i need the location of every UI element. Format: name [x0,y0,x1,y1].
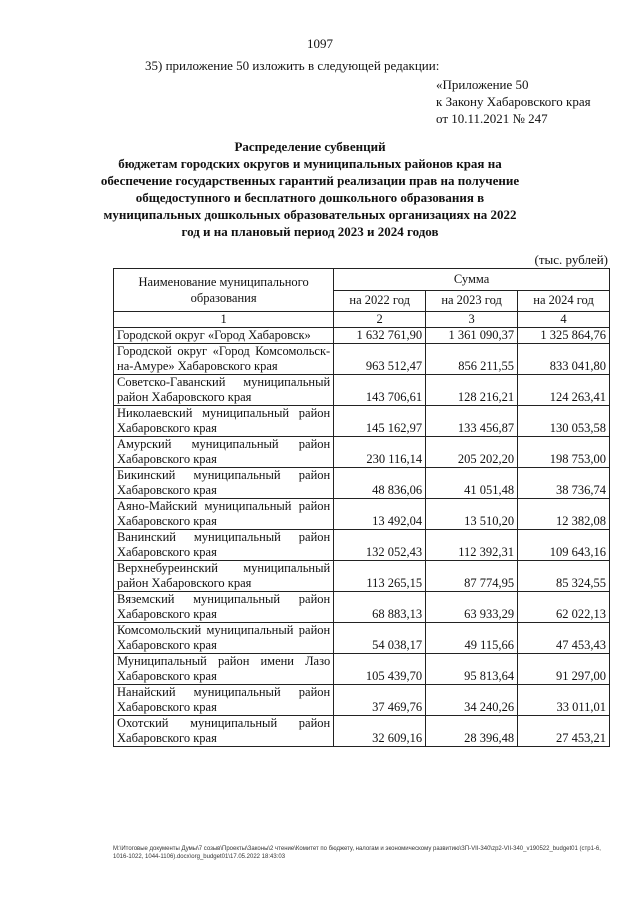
table-row [114,716,610,747]
document-title [100,138,520,240]
table-row [114,328,610,344]
header-year-2023: на 2023 год [426,290,518,312]
amount-2023-cell: 28 396,48 [426,716,518,747]
table-row [114,592,610,623]
municipality-name-cell: Аяно-Майский муниципальный район Хабаровского края [114,499,334,530]
municipality-name-cell: Городской округ «Город Хабаровск» [114,328,334,344]
amount-2022-cell: 963 512,47 [334,344,426,375]
intro-paragraph: 35) приложение 50 изложить в следующей редакции: [145,58,440,73]
appendix-reference [436,76,591,127]
table-row [114,561,610,592]
amount-2022-cell: 105 439,70 [334,654,426,685]
amount-2023-cell: 63 933,29 [426,592,518,623]
amount-2022-cell: 13 492,04 [334,499,426,530]
amount-2022-cell: 113 265,15 [334,561,426,592]
municipality-name-cell: Ванинский муниципальный район Хабаровского края [114,530,334,561]
appendix-line-3: от 10.11.2021 № 247 [436,111,548,126]
amount-2024-cell: 109 643,16 [518,530,610,561]
header-year-2024: на 2024 год [518,290,610,312]
table-row [114,530,610,561]
amount-2023-cell: 41 051,48 [426,468,518,499]
index-cell: 1 [114,312,334,328]
table-row [114,344,610,375]
amount-2022-cell: 1 632 761,90 [334,328,426,344]
title-line-2: бюджетам городских округов и муниципальных районов края на обеспечение государственных гарантий реализации прав на получение общедоступного и бесплатного дошкольного образования в муниципальных дошкольных образовательных организациях на 2022 год и на плановый период 2023 и 2024 годов [100,156,520,239]
amount-2024-cell: 198 753,00 [518,437,610,468]
table-row [114,499,610,530]
page-number: 1097 [307,36,333,51]
table-row [114,375,610,406]
municipality-name-cell: Вяземский муниципальный район Хабаровского края [114,592,334,623]
amount-2024-cell: 12 382,08 [518,499,610,530]
municipality-name-cell: Бикинский муниципальный район Хабаровского края [114,468,334,499]
table-row [114,437,610,468]
amount-2023-cell: 1 361 090,37 [426,328,518,344]
appendix-line-1: «Приложение 50 [436,77,529,92]
table-row [114,685,610,716]
municipality-name-cell: Городской округ «Город Комсомольск-на-Амуре» Хабаровского края [114,344,334,375]
municipality-name-cell: Советско-Гаванский муниципальный район Хабаровского края [114,375,334,406]
amount-2022-cell: 54 038,17 [334,623,426,654]
amount-2022-cell: 132 052,43 [334,530,426,561]
amount-2022-cell: 230 116,14 [334,437,426,468]
amount-2023-cell: 34 240,26 [426,685,518,716]
amount-2023-cell: 13 510,20 [426,499,518,530]
title-line-1: Распределение субвенций [234,139,386,154]
amount-2024-cell: 27 453,21 [518,716,610,747]
municipality-name-cell: Охотский муниципальный район Хабаровского края [114,716,334,747]
amount-2024-cell: 85 324,55 [518,561,610,592]
header-sum: Сумма [334,269,610,291]
amount-2024-cell: 130 053,58 [518,406,610,437]
amount-2024-cell: 38 736,74 [518,468,610,499]
amount-2023-cell: 87 774,95 [426,561,518,592]
municipality-name-cell: Нанайский муниципальный район Хабаровского края [114,685,334,716]
units-label: (тыс. рублей) [534,252,608,267]
table-row [114,654,610,685]
amount-2023-cell: 205 202,20 [426,437,518,468]
amount-2023-cell: 49 115,66 [426,623,518,654]
amount-2023-cell: 128 216,21 [426,375,518,406]
amount-2022-cell: 32 609,16 [334,716,426,747]
municipality-name-cell: Амурский муниципальный район Хабаровского края [114,437,334,468]
amount-2022-cell: 48 836,06 [334,468,426,499]
amount-2022-cell: 68 883,13 [334,592,426,623]
municipality-name-cell: Верхнебуреинский муниципальный район Хабаровского края [114,561,334,592]
table-row [114,623,610,654]
index-cell: 2 [334,312,426,328]
amount-2024-cell: 1 325 864,76 [518,328,610,344]
municipality-name-cell: Комсомольский муниципальный район Хабаровского края [114,623,334,654]
amount-2023-cell: 856 211,55 [426,344,518,375]
header-year-2022: на 2022 год [334,290,426,312]
amount-2022-cell: 143 706,61 [334,375,426,406]
index-row [114,312,610,328]
index-cell: 3 [426,312,518,328]
subsidy-table [113,268,610,747]
appendix-line-2: к Закону Хабаровского края [436,94,591,109]
amount-2023-cell: 133 456,87 [426,406,518,437]
index-cell: 4 [518,312,610,328]
amount-2024-cell: 91 297,00 [518,654,610,685]
amount-2023-cell: 95 813,64 [426,654,518,685]
amount-2024-cell: 833 041,80 [518,344,610,375]
municipality-name-cell: Муниципальный район имени Лазо Хабаровского края [114,654,334,685]
amount-2024-cell: 62 022,13 [518,592,610,623]
amount-2024-cell: 124 263,41 [518,375,610,406]
municipality-name-cell: Николаевский муниципальный район Хабаровского края [114,406,334,437]
amount-2024-cell: 33 011,01 [518,685,610,716]
table-row [114,406,610,437]
amount-2024-cell: 47 453,43 [518,623,610,654]
file-path-footer: М:\Итоговые документы Думы\7 созыв\Проекты\Законы\2 чтение\Комитет по бюджету, налогам и экономическому развитию\ЗП-VII-340\zp2-VII-340_v190522_budget01 (стр1-6, 1016-1022, 1044-1106).docx\org_budget01\17.05.2022 18:43:03 [113,846,601,860]
amount-2022-cell: 145 162,97 [334,406,426,437]
table-row [114,468,610,499]
header-name: Наименование муниципального образования [114,269,334,312]
amount-2022-cell: 37 469,76 [334,685,426,716]
amount-2023-cell: 112 392,31 [426,530,518,561]
